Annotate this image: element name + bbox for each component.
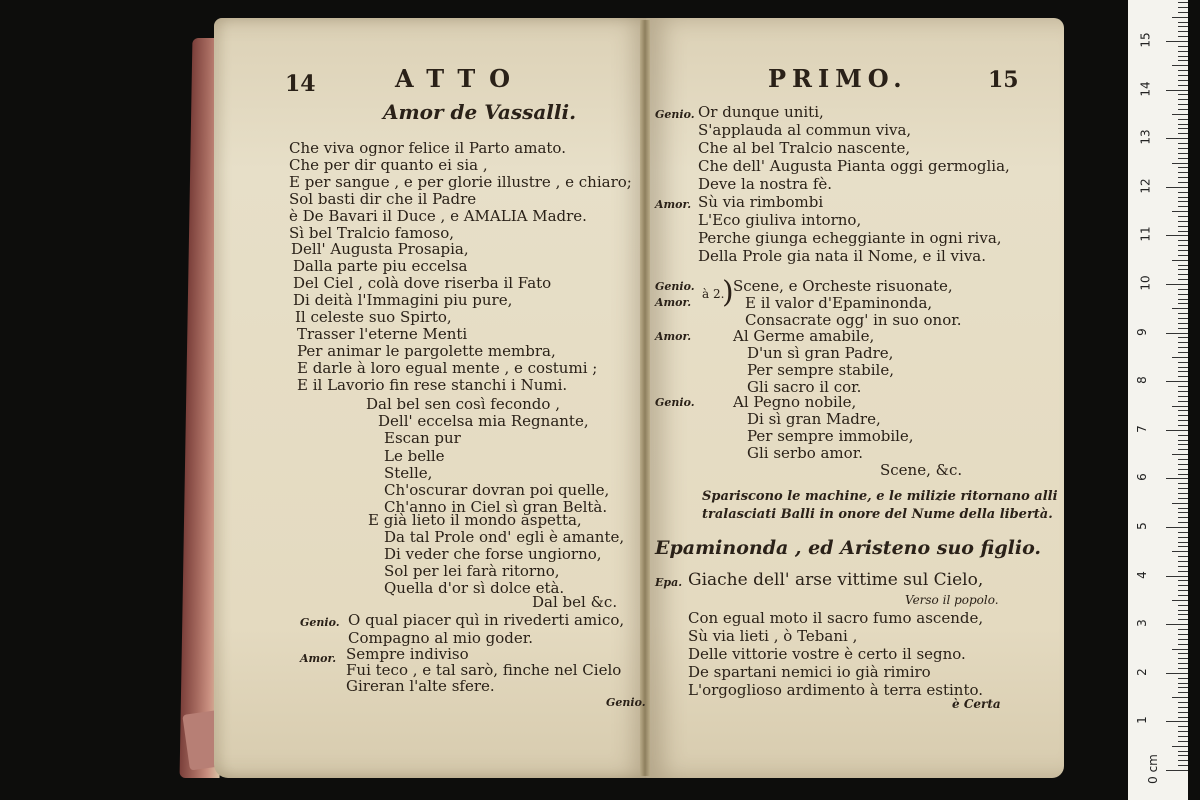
- ruler-tick: [1178, 148, 1188, 149]
- ruler-tick: [1178, 99, 1188, 100]
- ruler-tick: [1178, 488, 1188, 489]
- ruler-tick: [1178, 221, 1188, 222]
- ruler-tick: [1178, 683, 1188, 684]
- ruler-tick: [1178, 644, 1188, 645]
- ruler-tick: [1178, 595, 1188, 596]
- ruler-tick: [1172, 308, 1188, 309]
- ruler-tick: [1178, 585, 1188, 586]
- speaker-genio: Genio.: [300, 616, 340, 629]
- page-number-right: 15: [988, 67, 1019, 93]
- ruler-label: 6: [1134, 473, 1149, 482]
- ruler-tick: [1178, 143, 1188, 144]
- text-line: Dal bel sen così fecondo ,: [366, 395, 560, 413]
- ruler-tick: [1172, 260, 1188, 261]
- ruler-tick: [1166, 478, 1188, 479]
- ruler-tick: [1178, 653, 1188, 654]
- ruler-tick: [1178, 376, 1188, 377]
- ruler-tick: [1178, 610, 1188, 611]
- ruler-tick: [1178, 760, 1188, 761]
- ruler-tick: [1178, 80, 1188, 81]
- text-line: E il valor d'Epaminonda,: [745, 294, 933, 312]
- ruler-tick: [1178, 391, 1188, 392]
- ruler-tick: [1178, 712, 1188, 713]
- ruler-tick: [1172, 503, 1188, 504]
- ruler-tick: [1172, 114, 1188, 115]
- page-number-left: 14: [285, 71, 316, 97]
- ruler-tick: [1178, 313, 1188, 314]
- ruler-tick: [1178, 70, 1188, 71]
- ruler-tick: [1178, 440, 1188, 441]
- ruler-tick: [1178, 56, 1188, 57]
- ruler-tick: [1166, 90, 1188, 91]
- ruler-label: 3: [1134, 619, 1149, 628]
- ruler-tick: [1178, 561, 1188, 562]
- ruler-tick: [1178, 94, 1188, 95]
- ruler-tick: [1166, 576, 1188, 577]
- ruler-tick: [1178, 294, 1188, 295]
- text-line: Che dell' Augusta Pianta oggi germoglia,: [698, 157, 1010, 175]
- ruler-tick: [1172, 600, 1188, 601]
- text-line: Che viva ognor felice il Parto amato.: [289, 139, 566, 157]
- speaker-genio-1: Genio.: [655, 108, 695, 121]
- ruler-tick: [1178, 386, 1188, 387]
- text-line: Della Prole gia nata il Nome, e il viva.: [698, 247, 987, 265]
- reprise-line: Dal bel &c.: [532, 593, 618, 611]
- ruler-tick: [1178, 571, 1188, 572]
- text-line: L'Eco giuliva intorno,: [698, 211, 862, 229]
- text-line: Per animar le pargolette membra,: [297, 341, 556, 360]
- ruler-label: 10: [1138, 275, 1153, 291]
- text-line: S'applauda al commun viva,: [698, 121, 912, 139]
- ruler-tick: [1178, 474, 1188, 475]
- ruler-label: 1: [1134, 716, 1149, 725]
- ruler-tick: [1172, 697, 1188, 698]
- ruler-tick: [1178, 371, 1188, 372]
- text-line: Che per dir quanto ei sia ,: [289, 155, 488, 174]
- ruler-tick: [1172, 746, 1188, 747]
- text-line: E darle à loro egual mente , e costumi ;: [297, 358, 598, 377]
- ruler-tick: [1178, 522, 1188, 523]
- text-line: De spartani nemici io già rimiro: [688, 663, 931, 681]
- ruler-tick: [1178, 104, 1188, 105]
- duet-brace: ): [722, 275, 734, 310]
- ruler-tick: [1178, 464, 1188, 465]
- speaker-genio-2: Genio.: [655, 396, 695, 409]
- ruler-tick: [1178, 22, 1188, 23]
- ruler-tick: [1178, 46, 1188, 47]
- ruler-tick: [1178, 663, 1188, 664]
- scene-heading: Epaminonda , ed Aristeno suo figlio.: [655, 537, 1042, 559]
- ruler-tick: [1178, 765, 1188, 766]
- section-title: Amor de Vassalli.: [383, 100, 577, 124]
- ruler-label: 14: [1138, 80, 1153, 97]
- ruler-label: 9: [1134, 327, 1149, 336]
- ruler-tick: [1178, 420, 1188, 421]
- ruler-tick: [1178, 153, 1188, 154]
- running-header-right: PRIMO.: [768, 64, 908, 93]
- ruler-tick: [1178, 124, 1188, 125]
- epa-first-line: Giache dell' arse vittime sul Cielo,: [688, 570, 984, 590]
- ruler-tick: [1178, 7, 1188, 8]
- ruler-tick: [1172, 211, 1188, 212]
- ruler-tick: [1166, 721, 1188, 722]
- ruler-tick: [1178, 692, 1188, 693]
- text-line: Sù via rimbombi: [698, 193, 824, 211]
- text-line: Trasser l'eterne Menti: [297, 324, 468, 343]
- ruler-tick: [1178, 367, 1188, 368]
- text-line: Spariscono le machine, e le milizie ritornano alli: [702, 489, 1058, 504]
- text-line: Scene, e Orcheste risuonate,: [733, 277, 953, 295]
- ruler-tick: [1178, 546, 1188, 547]
- text-line: Dell' eccelsa mia Regnante,: [378, 412, 589, 431]
- ruler-tick: [1178, 415, 1188, 416]
- text-line: L'orgoglioso ardimento à terra estinto.: [688, 681, 984, 699]
- ruler-tick: [1178, 303, 1188, 304]
- ruler-tick: [1178, 459, 1188, 460]
- ruler-tick: [1178, 537, 1188, 538]
- speaker-amor: Amor.: [300, 652, 337, 665]
- catchword-left: Genio.: [606, 696, 646, 709]
- ruler-tick: [1178, 167, 1188, 168]
- ruler-tick: [1178, 751, 1188, 752]
- ruler-label: 4: [1134, 570, 1149, 579]
- ruler-tick: [1178, 328, 1188, 329]
- ruler-tick: [1172, 65, 1188, 66]
- text-line: D'un sì gran Padre,: [747, 344, 894, 362]
- ruler-tick: [1178, 255, 1188, 256]
- ruler-tick: [1178, 36, 1188, 37]
- ruler-tick: [1178, 755, 1188, 756]
- text-line: Del Ciel , colà dove riserba il Fato: [293, 274, 552, 293]
- ruler-tick: [1166, 187, 1188, 188]
- text-line: Da tal Prole ond' egli è amante,: [384, 528, 625, 546]
- text-line: Quella d'or sì dolce età.: [384, 579, 565, 597]
- ruler-tick: [1178, 687, 1188, 688]
- ruler-tick: [1178, 279, 1188, 280]
- ruler-tick: [1178, 250, 1188, 251]
- ruler-tick: [1172, 357, 1188, 358]
- ruler-tick: [1178, 435, 1188, 436]
- duet-label-amor: Amor.: [655, 296, 692, 309]
- text-line: Sol basti dir che il Padre: [289, 189, 477, 208]
- ruler-label: 12: [1138, 178, 1153, 194]
- text-line: Con egual moto il sacro fumo ascende,: [688, 609, 984, 627]
- ruler-tick: [1178, 668, 1188, 669]
- ruler-tick: [1178, 731, 1188, 732]
- ruler-tick: [1178, 702, 1188, 703]
- ruler-tick: [1178, 605, 1188, 606]
- text-line: Di veder che forse ungiorno,: [384, 545, 602, 563]
- ruler-tick: [1178, 226, 1188, 227]
- ruler-tick: [1178, 629, 1188, 630]
- duet-mark: à 2.: [702, 287, 725, 301]
- ruler-tick: [1178, 634, 1188, 635]
- ruler-tick: [1178, 2, 1188, 3]
- ruler-tick: [1172, 454, 1188, 455]
- ruler-tick: [1178, 337, 1188, 338]
- ruler-tick: [1178, 614, 1188, 615]
- ruler-tick: [1178, 736, 1188, 737]
- ruler-tick: [1178, 449, 1188, 450]
- text-line: Per sempre stabile,: [747, 361, 894, 379]
- ruler-tick: [1178, 707, 1188, 708]
- text-line: E già lieto il mondo aspetta,: [368, 511, 582, 529]
- ruler-tick: [1178, 245, 1188, 246]
- ruler-tick: [1178, 658, 1188, 659]
- ruler-tick: [1178, 51, 1188, 52]
- ruler-tick: [1178, 318, 1188, 319]
- ruler-tick: [1166, 41, 1188, 42]
- ruler-tick: [1166, 284, 1188, 285]
- ruler-tick: [1172, 163, 1188, 164]
- text-line: Compagno al mio goder.: [348, 629, 534, 647]
- ruler-tick: [1178, 265, 1188, 266]
- text-line: Gli serbo amor.: [747, 444, 863, 462]
- ruler-tick: [1178, 31, 1188, 32]
- text-line: Sù via lieti , ò Tebani ,: [688, 627, 858, 645]
- speaker-epa: Epa.: [655, 576, 683, 589]
- ruler-label: 15: [1138, 32, 1153, 48]
- ruler-tick: [1178, 216, 1188, 217]
- ruler-tick: [1172, 551, 1188, 552]
- aside-direction: Verso il popolo.: [905, 593, 999, 607]
- ruler-tick: [1178, 75, 1188, 76]
- ruler-tick: [1178, 269, 1188, 270]
- text-line: Escan pur: [384, 429, 461, 448]
- ruler-tick: [1166, 527, 1188, 528]
- measurement-ruler: [1128, 0, 1188, 800]
- ruler-tick: [1178, 347, 1188, 348]
- text-line: Perche giunga echeggiante in ogni riva,: [698, 229, 1002, 247]
- ruler-label: 8: [1134, 376, 1149, 385]
- ruler-tick: [1178, 717, 1188, 718]
- text-line: Per sempre immobile,: [747, 427, 914, 445]
- ruler-tick: [1178, 201, 1188, 202]
- text-line: Al Germe amabile,: [733, 327, 875, 345]
- ruler-label: 7: [1134, 424, 1149, 433]
- ruler-tick: [1178, 566, 1188, 567]
- ruler-tick: [1178, 352, 1188, 353]
- ruler-tick: [1178, 172, 1188, 173]
- ruler-tick: [1166, 235, 1188, 236]
- book-gutter: [640, 20, 650, 776]
- ruler-label: 11: [1138, 226, 1153, 243]
- ruler-tick: [1166, 333, 1188, 334]
- ruler-tick: [1178, 556, 1188, 557]
- ruler-tick: [1178, 444, 1188, 445]
- text-line: Il celeste suo Spirto,: [295, 308, 452, 326]
- text-line: Dell' Augusta Prosapia,: [291, 240, 469, 259]
- ruler-tick: [1178, 532, 1188, 533]
- text-line: Gli sacro il cor.: [747, 378, 862, 396]
- ruler-tick: [1178, 109, 1188, 110]
- text-line: Di deità l'Immagini piu pure,: [293, 291, 513, 310]
- text-line: E il Lavorio fin rese stanchi i Numi.: [297, 375, 568, 394]
- ruler-tick: [1178, 206, 1188, 207]
- ruler-tick: [1178, 517, 1188, 518]
- ruler-tick: [1178, 493, 1188, 494]
- text-line: Ch'anno in Ciel sì gran Beltà.: [384, 498, 608, 517]
- ruler-label: 2: [1134, 667, 1149, 676]
- catchword-right: è Certa: [952, 697, 1001, 711]
- ruler-tick: [1166, 624, 1188, 625]
- ruler-tick: [1166, 430, 1188, 431]
- ruler-tick: [1178, 192, 1188, 193]
- ruler-tick: [1178, 512, 1188, 513]
- ruler-tick: [1178, 133, 1188, 134]
- ruler-tick: [1178, 323, 1188, 324]
- text-line: E per sangue , e per glorie illustre , e chiaro;: [289, 172, 632, 191]
- text-line: Consacrate ogg' in suo onor.: [745, 311, 962, 329]
- text-line: è De Bavari il Duce , e AMALIA Madre.: [289, 206, 587, 225]
- ruler-tick: [1178, 396, 1188, 397]
- ruler-tick: [1178, 342, 1188, 343]
- speaker-amor-2: Amor.: [655, 330, 692, 343]
- text-line: Sì bel Tralcio famoso,: [289, 223, 455, 242]
- ruler-tick: [1172, 649, 1188, 650]
- ruler-tick: [1178, 85, 1188, 86]
- text-line: Che al bel Tralcio nascente,: [698, 139, 911, 157]
- ruler-tick: [1178, 508, 1188, 509]
- ruler-tick: [1178, 362, 1188, 363]
- ruler-tick: [1178, 469, 1188, 470]
- ruler-label: 5: [1134, 522, 1149, 530]
- text-line: Sempre indiviso: [346, 645, 469, 663]
- ruler-tick: [1178, 240, 1188, 241]
- text-line: Ch'oscurar dovran poi quelle,: [384, 481, 610, 499]
- text-line: tralasciati Balli in onore del Nume della libertà.: [702, 507, 1053, 522]
- ruler-tick: [1178, 182, 1188, 183]
- ruler-tick: [1178, 639, 1188, 640]
- speaker-amor-1: Amor.: [655, 198, 692, 211]
- text-line: Fui teco , e tal sarò, finche nel Cielo: [346, 661, 622, 679]
- ruler-tick: [1166, 770, 1188, 771]
- ruler-tick: [1178, 119, 1188, 120]
- ruler-tick: [1178, 726, 1188, 727]
- ruler-tick: [1178, 498, 1188, 499]
- ruler-tick: [1166, 138, 1188, 139]
- ruler-label: 13: [1138, 129, 1153, 145]
- ruler-tick: [1178, 542, 1188, 543]
- ruler-tick: [1178, 158, 1188, 159]
- text-line: Gireran l'alte sfere.: [346, 677, 495, 695]
- ruler-tick: [1178, 619, 1188, 620]
- text-line: Dalla parte piu eccelsa: [293, 257, 468, 276]
- ruler-tick: [1178, 299, 1188, 300]
- duet-label-genio: Genio.: [655, 280, 695, 293]
- ruler-tick: [1178, 26, 1188, 27]
- text-line: Delle vittorie vostre è certo il segno.: [688, 645, 966, 663]
- ruler-tick: [1178, 590, 1188, 591]
- ruler-tick: [1178, 401, 1188, 402]
- ruler-tick: [1178, 274, 1188, 275]
- ruler-tick: [1178, 128, 1188, 129]
- ruler-tick: [1178, 197, 1188, 198]
- ruler-tick: [1166, 381, 1188, 382]
- ruler-tick: [1178, 678, 1188, 679]
- text-line: Di sì gran Madre,: [747, 410, 881, 428]
- text-line: Or dunque uniti,: [698, 103, 824, 121]
- text-line: O qual piacer quì in rivederti amico,: [348, 611, 625, 629]
- ruler-tick: [1178, 741, 1188, 742]
- text-line: Deve la nostra fè.: [698, 175, 833, 193]
- ruler-tick: [1178, 483, 1188, 484]
- ruler-tick: [1178, 12, 1188, 13]
- ruler-tick: [1172, 406, 1188, 407]
- ruler-tick: [1178, 177, 1188, 178]
- ruler-tick: [1178, 410, 1188, 411]
- ruler-tick: [1178, 580, 1188, 581]
- text-line: Sol per lei farà ritorno,: [384, 562, 560, 580]
- ruler-tick: [1178, 289, 1188, 290]
- running-header-left: ATTO: [395, 64, 525, 93]
- ruler-label: 0 cm: [1145, 754, 1160, 784]
- ruler-tick: [1178, 60, 1188, 61]
- ruler-tick: [1166, 673, 1188, 674]
- ruler-tick: [1178, 231, 1188, 232]
- text-line: Al Pegno nobile,: [733, 393, 857, 411]
- text-line: Le belle: [384, 446, 445, 465]
- scene-reprise: Scene, &c.: [880, 461, 963, 479]
- ruler-tick: [1178, 425, 1188, 426]
- text-line: Stelle,: [384, 463, 433, 482]
- ruler-tick: [1172, 17, 1188, 18]
